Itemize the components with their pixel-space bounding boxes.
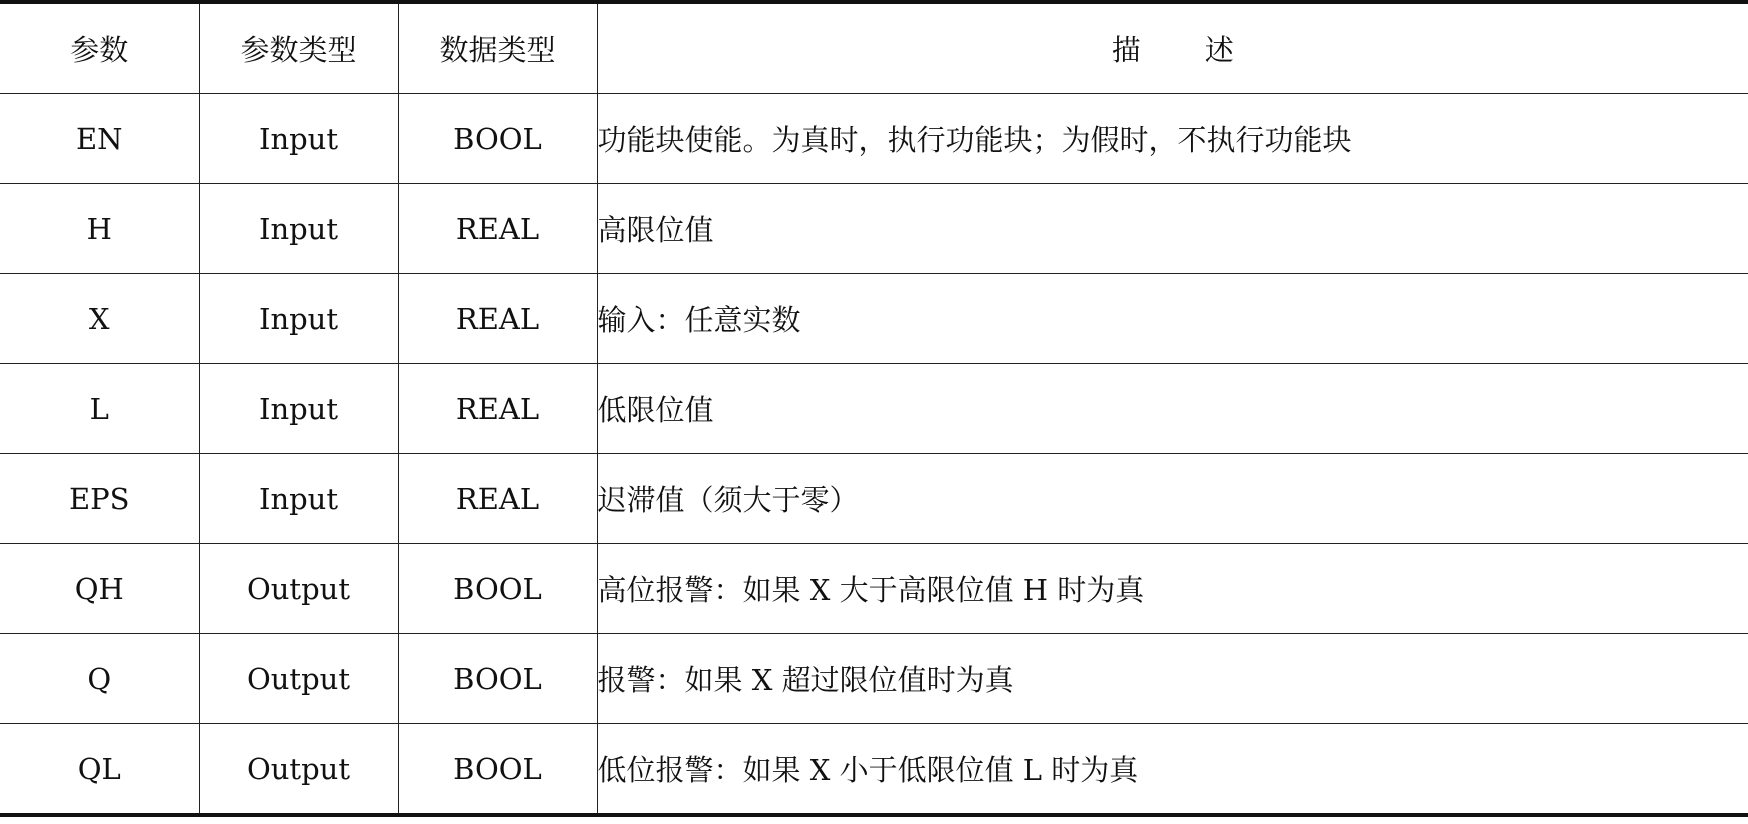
header-row <box>0 2 1748 94</box>
table-row <box>0 274 1748 364</box>
cell-param: QL <box>0 724 199 816</box>
cell-param-type: Output <box>199 544 398 634</box>
cell-description: 低位报警：如果 X 小于低限位值 L 时为真 <box>597 753 1139 787</box>
cell-data-type: BOOL <box>398 634 597 724</box>
cell-data-type: REAL <box>398 364 597 454</box>
cell-data-type: REAL <box>398 184 597 274</box>
cell-param-type: Input <box>199 454 398 544</box>
table-body <box>0 94 1748 816</box>
cell-data-type: REAL <box>398 454 597 544</box>
header-data-type: 数据类型 <box>398 2 597 94</box>
cell-param-type: Input <box>199 364 398 454</box>
cell-param: Q <box>0 634 199 724</box>
cell-data-type: BOOL <box>398 544 597 634</box>
cell-param: EN <box>0 94 199 184</box>
table-row <box>0 544 1748 634</box>
cell-param: EPS <box>0 454 199 544</box>
cell-param-type: Input <box>199 274 398 364</box>
table-header <box>0 2 1748 94</box>
cell-param-type: Output <box>199 724 398 816</box>
table-row <box>0 454 1748 544</box>
header-param-type: 参数类型 <box>199 2 398 94</box>
cell-param: H <box>0 184 199 274</box>
cell-description: 高限位值 <box>597 184 1748 274</box>
cell-description: 报警：如果 X 超过限位值时为真 <box>597 634 1748 724</box>
cell-description: 低限位值 <box>597 364 1748 454</box>
table-row <box>0 634 1748 724</box>
cell-data-type: BOOL <box>398 94 597 184</box>
cell-description: 高位报警：如果 X 大于高限位值 H 时为真 <box>597 544 1748 634</box>
cell-param: X <box>0 274 199 364</box>
header-param: 参数 <box>0 2 199 94</box>
cell-description: 功能块使能。为真时，执行功能块；为假时，不执行功能块 <box>597 94 1748 184</box>
cell-description: 输入：任意实数 <box>597 274 1748 364</box>
cell-param-type: Output <box>199 634 398 724</box>
cell-param-type: Input <box>199 184 398 274</box>
cell-data-type: REAL <box>398 274 597 364</box>
cell-param: L <box>0 364 199 454</box>
table-row <box>0 184 1748 274</box>
header-description-char-2: 述 <box>1204 33 1234 67</box>
cell-param: QH <box>0 544 199 634</box>
cell-data-type: BOOL <box>398 724 597 816</box>
header-description-char-1: 描 <box>1111 33 1141 67</box>
table-row <box>0 724 1748 816</box>
header-description <box>597 2 1748 94</box>
cell-param-type: Input <box>199 94 398 184</box>
cell-description: 迟滞值（须大于零） <box>597 454 1748 544</box>
table-row <box>0 364 1748 454</box>
table-row <box>0 94 1748 184</box>
